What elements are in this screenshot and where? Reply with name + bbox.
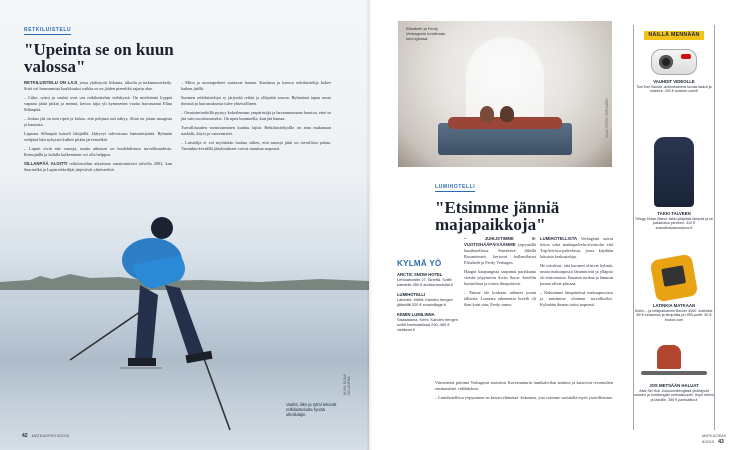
- igloo-photo: [398, 21, 612, 167]
- person-figure: [480, 106, 494, 122]
- info-box-title: KYLMÄ YÖ: [397, 259, 442, 268]
- paragraph: – Nukuimme lämpimässä makuupussissa ja tunsimme olomme turvalliseksi. Kylmään ilmaan tottui nopeasti.: [540, 290, 613, 307]
- action-camera-image: [651, 49, 697, 75]
- product-description: Kolho – ja retkipaikannin Beurer 4000 -kotelolla. 89 € luottamus ja lämpötila ja USB-portti. 50 € bruton.com: [634, 308, 714, 322]
- page-gutter: [366, 0, 372, 450]
- paragraph: LUMIHOTELLISTA Verhagenit saivat tietoa sekä matkapalvelu-sivustolta että TripAdvisor-palvelusta, jossa käydään lukuisia keskusteluja.: [540, 236, 613, 259]
- paragraph: – Mitta ja aroniaperheet saattavat haitata. Kaulassa ja kanssa retkiluistelija kokee kaiken jäällä.: [181, 80, 331, 91]
- paragraph: – Lapset eivät näe vaaroja, mutta aikuisen on huolehdittava turvallisuudesta. Keinojäillä ja ladulla kulkeminen voi olla helppoa.: [24, 146, 172, 157]
- article-column-3: [464, 236, 536, 311]
- skater-figure: [40, 210, 240, 450]
- product-description: TomTom Bandit -actionkamera kuvaa laskut ja luistelut. 430 € tomtom.com/fi: [636, 84, 712, 94]
- paragraph: Turvallisuuden varmistaminen kuuluu lajiin. Retkiluistelijoilla on aina mukanaan naskalit, köysi ja varavaatteet.: [181, 125, 331, 136]
- page-number-left: 42 MATKAOPAS 8/2015: [22, 433, 70, 439]
- right-page: [369, 0, 738, 450]
- paragraph: – Joskus jää on niin ripeä ja kirkas, että pohjaan asti näkyy. Siinä on jotain maagista ja kaunista.: [24, 116, 172, 127]
- product-item: [634, 49, 714, 94]
- product-description: Altai Ski Hok -liukulumikengissä yhdistyvät suksen ja lumikengän ominaisuudet. Sopii retkiin ja laduille. 350 € partioaitta.fi: [634, 388, 714, 402]
- hotel-name: KEMIN LUMILINNA: [397, 312, 435, 317]
- person-figure: [500, 106, 514, 122]
- sidebar-header: NÄILLÄ MENNÄÄN: [644, 31, 704, 40]
- hotel-name: ARCTIC SNOW HOTEL: [397, 272, 443, 277]
- article-column-1: [24, 80, 172, 176]
- list-item: [397, 312, 459, 332]
- product-item: [634, 137, 714, 231]
- paragraph: Viimeisenä päivänä Verhagenit maistivat Korvatunturin lumikahvilan antimia ja katsoivat revontulien ensimmäiset välähdykset.: [435, 380, 613, 391]
- hotel-name: LUMIHOTELLI: [397, 292, 426, 297]
- hotel-details: Lehtoahonitie 27, Sinettä. Sviitti kahdelle 350 € arcticsnowhotel.fi: [397, 277, 454, 287]
- paragraph: – Omatoimiretkillä pystyy kokeilemaan ympäristöjä ja havainnoimaan luontoa, ettei se jää vain suorittamiseksi. On upea luonnoella, kun jää kantaa.: [181, 110, 331, 121]
- page-number-right: MATKAOPAS 8/2015 43: [702, 433, 727, 445]
- paragraph: – Lumihotellissa yöpyminen on kerran elämässä -kokemus, jota voimme suositella myös ystävillemme.: [435, 395, 613, 400]
- article-column-4: [540, 236, 613, 311]
- list-item: [397, 272, 459, 287]
- paragraph: SILLANPÄÄ ALOITTI retkiluistelun aikuisena omatoimisesti talvella 2002, kun Saariselkä ja Lapin retkeilijät järjestivät yhteisretkiä.: [24, 161, 172, 172]
- list-item: [397, 292, 459, 307]
- paragraph: Haagin kaupungista saapunut pariskunta viettää yöpymisen Arctic Snow -hotellin lumiselissä ja toisen ilmapiirissä.: [464, 269, 536, 286]
- photo-caption: Vauhti, liike ja rytmi tekevät retkiluistelusta hyvää ulkoilulajin.: [286, 402, 337, 418]
- product-item: [634, 345, 714, 403]
- section-label: RETKILUISTELU: [24, 27, 72, 33]
- article-headline: "Etsimme jänniä majapaikkoja": [435, 198, 560, 234]
- igloo-credit: KUVA: FERDY VERHAGEN: [605, 98, 609, 138]
- paragraph: RETKILUISTELU ON LAJI, jossa yhdistyvät liikunta, ulkoilu ja tutkimusretkeily. Siitä voi hurmaantua koukkuuksi vaikka se on jäiden pienehkö rajattu alue.: [24, 80, 172, 91]
- product-title: TAKKI TALVEEN: [657, 211, 691, 216]
- section-label: LUMIHOTELLI: [435, 184, 476, 190]
- product-item: [634, 257, 714, 323]
- article-column-2: [181, 80, 331, 155]
- article-column-5: [435, 380, 613, 404]
- paragraph: – Emme ole koskaan nähneet jotain tällaista. Lumesta rakennettu hotelli oli ihan kuin satu, Ferdy sanoo.: [464, 290, 536, 307]
- igloo-caption: Elisabeth ja Ferdy Verhagenin lumilinnan lumi-iglussa.: [406, 26, 446, 41]
- paragraph: – Luistelija ei voi myöskään luottaa siihen, että samoja jäitä on turvallista palata. Varsinkin keväällä jääolosuhteet voivat muuttua nopeasti.: [181, 140, 331, 151]
- hotel-details: Lainiotie, Kittilä. Kahden hengen jääsviitti 320 € snowvillage.fi: [397, 297, 453, 307]
- product-title: LATINKIA MATKAAN: [652, 303, 696, 308]
- info-box: [397, 259, 459, 337]
- product-title: VAUHDIT VIDEOLLE: [653, 79, 695, 84]
- paragraph: Lapsena Sillanpää luisteli lähijäillä. Jäätyvyt tulevaisuus hämmästyttää. Ryhmän vetäjänä hän nykyisin kulkee pitkin järvenselkiä.: [24, 131, 172, 142]
- hotel-details: Sisäsatama, Kemi. Kahden hengen sviitti lumihotellissa 290–360 € visitkemi.fi: [397, 317, 458, 332]
- jacket-image: [654, 137, 694, 207]
- paragraph: He odottivat, että huoneet olisivat kylmiä, mutta makuupussit lämmittivät ja ylläpito oli erinomaista. Ilmaista ruokaa ja lämmin juoma olivat plussaa.: [540, 263, 613, 286]
- photo-credit: KUVA: ELINA SILLANPÄÄ: [343, 374, 351, 395]
- ski-skate-image: [639, 345, 709, 379]
- article-headline: "Upeinta se on kuun valossa": [24, 40, 174, 76]
- product-title: JOS METSÄÄN HALUAT: [649, 383, 699, 388]
- product-sidebar: [633, 25, 715, 430]
- paragraph: Suomen retkiluistelijat ry järjestää retkiä ja ylläpitää seuraa. Ryhmässä tapaa uusia ihmisiä ja harrastuksesta tulee yhteisöllinen.: [181, 95, 331, 106]
- product-description: Trilogy Down Blend -takki ylläpitää lämpöä ja se pakkautuu pieneen. 310 € scandinavianoutdoor.fi: [634, 216, 714, 230]
- gps-device-image: [650, 254, 699, 303]
- paragraph: – Liike, rytmi ja vauhti ovat osa retkiluistelun viehätystä. On mieletöntä hyppiä vapaata jäätä pitkin ja mennä, kertoo lajia yli kymmenen vuotta harrastanut Elina Sillanpää.: [24, 95, 172, 112]
- paragraph: – JUHLISTIMME 5-VUOTISHÄÄPÄIVÄÄMME yöpymällä lumihotellissa. Sinerttävä lähellä Rovaniemeä, kertovat hollantilaiset Elisabeth ja Ferdy Verhagen.: [464, 236, 536, 265]
